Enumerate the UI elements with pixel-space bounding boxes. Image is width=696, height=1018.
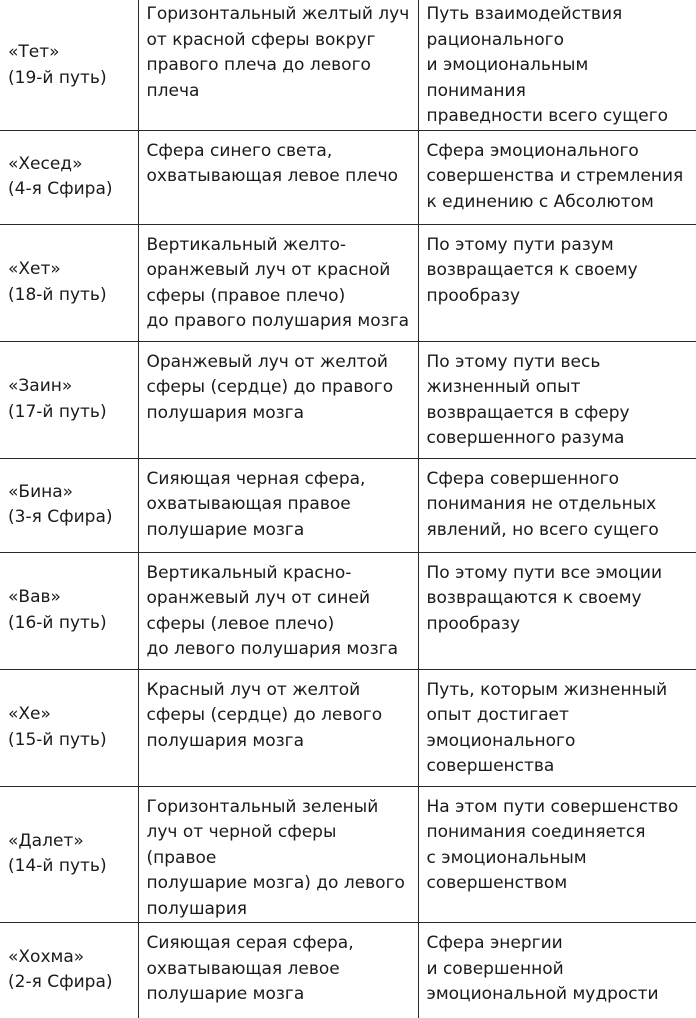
table-row: [0, 130, 696, 224]
path-meaning-cell: Путь, которым жизненный опыт достигает эмоционального совершенства: [418, 669, 696, 786]
path-description-cell: Сияющая серая сфера, охватывающая левое полушарие мозга: [138, 923, 418, 1018]
path-name-cell: «Тет» (19-й путь): [0, 0, 138, 130]
path-name-cell: «Хесед» (4-я Сфира): [0, 130, 138, 224]
path-meaning-cell: Путь взаимодействия рационального и эмоциональным понимания праведности всего сущего: [418, 0, 696, 130]
path-name-cell: «Хет» (18-й путь): [0, 224, 138, 341]
table-row: [0, 923, 696, 1018]
table-row: [0, 458, 696, 552]
path-meaning-cell: По этому пути весь жизненный опыт возвращается в сферу совершенного разума: [418, 341, 696, 458]
path-name-cell: «Хохма» (2-я Сфира): [0, 923, 138, 1018]
path-description-cell: Вертикальный красно- оранжевый луч от синей сферы (левое плечо) до левого полушария мозга: [138, 552, 418, 669]
table-row: [0, 786, 696, 923]
path-name-cell: «Бина» (3-я Сфира): [0, 458, 138, 552]
path-description-cell: Красный луч от желтой сферы (сердце) до левого полушария мозга: [138, 669, 418, 786]
path-meaning-cell: На этом пути совершенство понимания соединяется с эмоциональным совершенством: [418, 786, 696, 923]
path-description-cell: Горизонтальный желтый луч от красной сферы вокруг правого плеча до левого плеча: [138, 0, 418, 130]
path-description-cell: Горизонтальный зеленый луч от черной сферы (правое полушарие мозга) до левого полушария: [138, 786, 418, 923]
path-meaning-cell: По этому пути разум возвращается к своему прообразу: [418, 224, 696, 341]
path-name-cell: «Заин» (17-й путь): [0, 341, 138, 458]
table-row: [0, 341, 696, 458]
table-row: [0, 0, 696, 130]
path-name-cell: «Вав» (16-й путь): [0, 552, 138, 669]
path-meaning-cell: Сфера совершенного понимания не отдельных явлений, но всего сущего: [418, 458, 696, 552]
table-row: [0, 224, 696, 341]
path-meaning-cell: Сфера эмоционального совершенства и стремления к единению с Абсолютом: [418, 130, 696, 224]
path-name-cell: «Хе» (15-й путь): [0, 669, 138, 786]
path-name-cell: «Далет» (14-й путь): [0, 786, 138, 923]
path-description-cell: Вертикальный желто- оранжевый луч от красной сферы (правое плечо) до правого полушария мозга: [138, 224, 418, 341]
path-description-cell: Сияющая черная сфера, охватывающая правое полушарие мозга: [138, 458, 418, 552]
path-description-cell: Сфера синего света, охватывающая левое плечо: [138, 130, 418, 224]
table-row: [0, 669, 696, 786]
path-meaning-cell: Сфера энергии и совершенной эмоциональной мудрости: [418, 923, 696, 1018]
table-row: [0, 552, 696, 669]
path-description-cell: Оранжевый луч от желтой сферы (сердце) до правого полушария мозга: [138, 341, 418, 458]
path-meaning-cell: По этому пути все эмоции возвращаются к своему прообразу: [418, 552, 696, 669]
